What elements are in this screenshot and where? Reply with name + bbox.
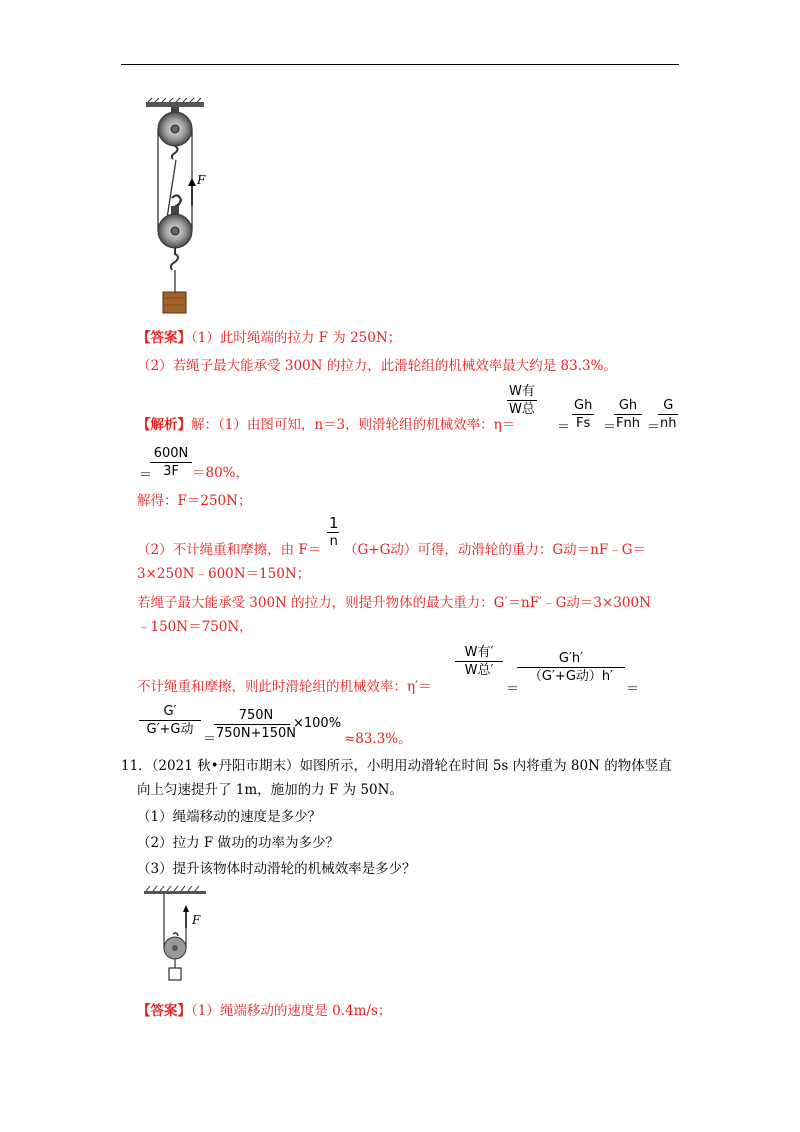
q11-sub2: （2）拉力 F 做功的功率为多少？ <box>137 835 340 851</box>
q11-sub1: （1）绳端移动的速度是多少？ <box>137 809 322 825</box>
part4-text-a: 不计绳重和摩擦，则此时滑轮组的机械效率：η′＝ <box>137 679 432 695</box>
equals-sign: ＝ <box>603 420 617 435</box>
answer-label: 【答案】 <box>137 330 191 346</box>
efficiency-result: ＝80%， <box>192 465 250 481</box>
fraction-gh-prime: G′h′ （G′+G动）h′ <box>517 651 625 684</box>
part2-text-a: （2）不计绳重和摩擦，由 F＝ <box>137 542 322 558</box>
analysis-intro: 解：（1）由图可知，n＝3，则滑轮组的机械效率：η＝ <box>191 417 516 433</box>
equals-sign: ＝ <box>203 732 217 747</box>
analysis-label: 【解析】 <box>137 417 191 433</box>
q11-line2: 向上匀速提升了 1m，施加的力 F 为 50N。 <box>137 782 403 798</box>
fraction-600n-3f: 600N 3F <box>150 446 192 479</box>
force-label-f1: F <box>197 173 206 187</box>
part3-text-b: ﹣150N＝750N， <box>137 619 253 635</box>
fraction-750n: 750N 750N+150N <box>216 708 296 741</box>
part2-text-c: 3×250N﹣600N＝150N； <box>137 566 311 582</box>
fraction-gh-fnh: Gh Fnh <box>616 398 640 431</box>
answer1-line2: （2）若绳子最大能承受 300N 的拉力，此滑轮组的机械效率最大约是 83.3%。 <box>137 358 617 374</box>
solve-line: 解得：F＝250N； <box>137 493 252 509</box>
analysis-intro-line <box>137 416 515 434</box>
equals-sign: ＝ <box>557 420 571 435</box>
answer1-line1 <box>137 329 401 347</box>
q11-sub3: （3）提升该物体时动滑轮的机械效率是多少？ <box>137 861 416 877</box>
times-100-percent: ×100% <box>293 716 342 731</box>
answer2-text1: （1）绳端移动的速度是 0.4m/s； <box>191 1003 392 1019</box>
equals-sign: ＝ <box>506 682 520 697</box>
answer2-line1 <box>137 1002 391 1020</box>
part3-text-a: 若绳子最大能承受 300N 的拉力，则提升物体的最大重力：G′＝nF′﹣G动＝3×300N <box>137 595 651 611</box>
answer-label: 【答案】 <box>137 1003 191 1019</box>
movable-pulley-figure <box>140 886 220 986</box>
pulley-block-figure <box>140 98 230 318</box>
equals-sign: ＝ <box>626 682 640 697</box>
header-rule <box>121 64 679 65</box>
fraction-g-prime: G′ G′+G动 <box>139 704 201 737</box>
q11-line1: 11．（2021 秋•丹阳市期末）如图所示，小明用动滑轮在时间 5s 内将重为 80N 的物体竖直 <box>121 758 672 774</box>
fraction-gh-fs: Gh Fs <box>574 398 593 431</box>
fraction-g-nh: G nh <box>660 398 677 431</box>
answer1-text1: （1）此时绳端的拉力 F 为 250N； <box>191 330 402 346</box>
fraction-w-useful-total: W有 W总 <box>509 384 535 417</box>
part2-text-b: （G+G动）可得，动滑轮的重力：G动＝nF﹣G＝ <box>344 542 647 558</box>
equals-sign: ＝ <box>139 468 153 483</box>
force-label-f2: F <box>192 913 201 927</box>
efficiency-approx: ≈83.3%。 <box>344 731 412 747</box>
fraction-1-n: 1 n <box>329 514 339 549</box>
fraction-w-useful-total-prime: W有′ W总′ <box>455 645 503 678</box>
equals-sign: ＝ <box>647 420 661 435</box>
